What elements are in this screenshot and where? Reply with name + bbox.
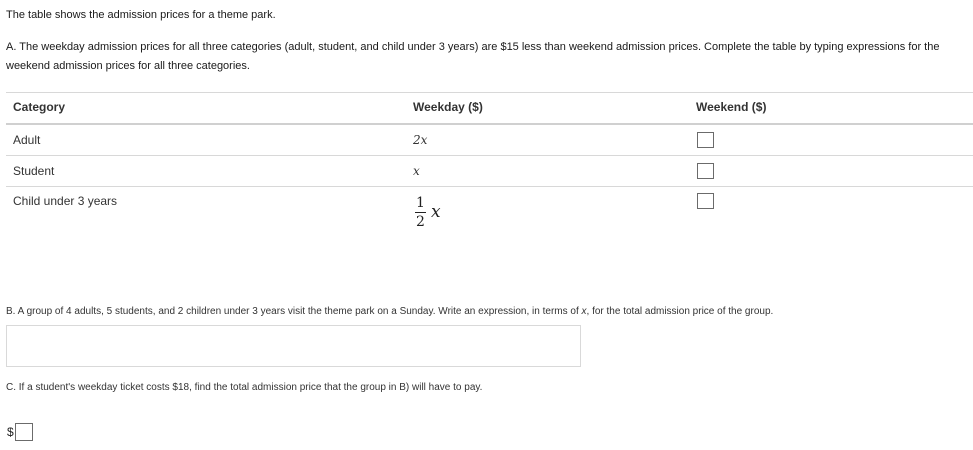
weekday-child-expression [415, 190, 441, 234]
weekend-student-input[interactable] [697, 163, 714, 179]
admission-price-table [6, 92, 973, 239]
part-b-text-before: B. A group of 4 adults, 5 students, and 2 children under 3 years visit the theme park on a Sunday. Write an expression, in terms of [6, 306, 582, 317]
header-weekday: Weekday ($) [413, 100, 483, 114]
table-row-child [6, 187, 973, 239]
weekday-student: x [413, 164, 420, 178]
weekday-adult: 2x [413, 133, 428, 147]
fraction-variable: x [431, 202, 441, 222]
fraction-bar [415, 212, 426, 213]
fraction-one-half [415, 195, 426, 230]
fraction-numerator: 1 [416, 194, 425, 211]
part-c-answer-input[interactable] [15, 423, 33, 441]
table-header-row [6, 92, 973, 125]
fraction-denominator: 2 [416, 213, 425, 230]
part-c-question: C. If a student's weekday ticket costs $18, find the total admission price that the group in B) will have to pay. [6, 382, 483, 393]
part-b-question [6, 305, 773, 318]
part-b-text-after: , for the total admission price of the group. [586, 306, 774, 317]
intro-text: The table shows the admission prices for a theme park. [6, 9, 276, 21]
part-c-answer-row [7, 423, 33, 441]
weekend-child-input[interactable] [697, 193, 714, 209]
dollar-sign: $ [7, 425, 14, 439]
part-b-answer-field[interactable] [6, 325, 581, 367]
table-row-student [6, 156, 973, 187]
category-child: Child under 3 years [13, 194, 118, 208]
part-a-question: A. The weekday admission prices for all three categories (adult, student, and child under 3 years) are $15 less than weekend admission prices. Complete the table by typing expressions for the weekend admission prices for all three categories. [6, 41, 940, 72]
category-student: Student [13, 164, 55, 178]
table-row-adult [6, 125, 973, 156]
part-b-variable: x [581, 306, 587, 317]
weekend-adult-input[interactable] [697, 132, 714, 148]
category-adult: Adult [13, 133, 41, 147]
header-category: Category [13, 100, 66, 114]
header-weekend: Weekend ($) [696, 100, 767, 114]
